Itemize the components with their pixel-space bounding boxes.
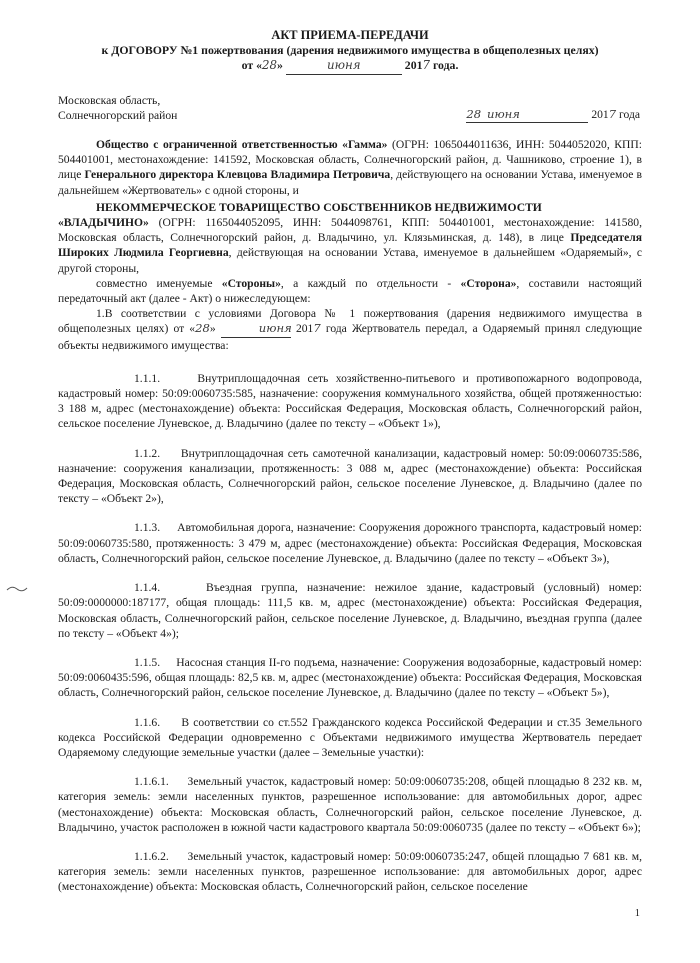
joint-paragraph: совместно именуемые «Стороны», а каждый по отдельности - «Сторона», составили настоящий передаточный акт (далее - Акт) о нижеследующем: [58,276,642,306]
party1-name: Общество с ограниченной ответственностью «Гамма» [96,138,388,152]
clause-item [58,371,642,432]
clause-item-text: Внутриплощадочная сеть самотечной канализации, кадастровый номер: 50:09:0060735:586, назначение: сооружения канализации, протяженность: 3 088 м, адрес (местонахождение) объекта: Российская Федерация, Московская область, Солнечногорский район, сельское поселение Луневское, д. Владычино (далее по тексту – «Объект 2»), [58,446,642,506]
party1-representative: Генерального директора Клевцова Владимира Петровича [84,168,391,182]
handwritten-month: июня [327,58,361,73]
header-date: от «28» июня 2017 года. [58,58,642,74]
clause-item-number: 1.1.6.1. [134,775,169,789]
place-district: Солнечногорский район [58,108,178,122]
clause-item [58,774,642,835]
pen-mark-icon [6,584,28,594]
clause-item-number: 1.1.6.2. [134,849,169,863]
clause-item-number: 1.1.6. [134,715,161,729]
handwritten-year-digit: 7 [422,58,431,73]
clause-item-number: 1.1.4. [134,581,161,595]
clause-item-text: Внутриплощадочная сеть хозяйственно-питьевого и противопожарного водопровода, кадастровый номер: 50:09:0060735:585, назначение: сооружения коммунального хозяйства, общей протяженностью: 3 188 м, адрес (местонахождение) объекта: Российская Федерация, Московская область, Солнечногорский район, сельское поселение Луневское, д. Владычино (далее по тексту – «Объект 1»), [58,371,642,431]
party2-representative: Председателя Широких Людмила Георгиевна [58,231,642,260]
clause-item [58,849,642,895]
party1-paragraph: Общество с ограниченной ответственностью «Гамма» (ОГРН: 1065044011636, ИНН: 5044052020, КПП: 504401001, местонахождение: 141592, Московская область, Солнечногорский район, д. Чашниково, строение 1), в лице Генерального директора Клевцова Владимира Петровича, действующего на основании Устава, именуемое в дальнейшем «Жертвователь» с одной стороны, и [58,138,643,197]
clause-item-number: 1.1.3. [134,521,161,535]
party2-name: НЕКОММЕРЧЕСКОЕ ТОВАРИЩЕСТВО СОБСТВЕННИКОВ НЕДВИЖИМОСТИ [96,200,542,214]
place-date: 28 июня 2017 года [466,107,642,123]
clause-item-text: Земельный участок, кадастровый номер: 50:09:0060735:247, общей площадью 7 681 кв. м, категория земель: земли населенных пунктов, разрешенное использование: для автомобильных дорог, адрес (местонахождение) объекта: Московская область, Солнечногорский район, сельское поселение [58,849,642,894]
clause-item [58,520,642,566]
clause-item-number: 1.1.1. [134,371,161,385]
clause-item-number: 1.1.5. [134,655,161,669]
document-subtitle: к ДОГОВОРУ №1 пожертвования (дарения недвижимого имущества в общеполезных целях) [101,43,599,58]
clause-1: 1.В соответствии с условиями Договора № 1 пожертвования (дарения недвижимого имущества в общеполезных целях) от «28» июня 2017 года Жертвователь передал, а Одаряемый принял следующие объекты недвижимого имущества: [58,307,642,352]
document-header [58,28,642,75]
clause-item-number: 1.1.2. [134,446,161,460]
place-and-date [58,93,642,123]
document-title: АКТ ПРИЕМА-ПЕРЕДАЧИ [271,28,429,42]
clause-item-text: Земельный участок, кадастровый номер: 50:09:0060735:208, общей площадью 8 232 кв. м, категория земель: земли населенных пунктов, разрешенное использование: для автомобильных дорог, адрес (местонахождение) объекта: Московская область, Солнечногорский район, сельское поселение Луневское, д. Владычино, участок расположен в южной части кадастрового квартала 50:09:0060735 (далее по тексту – «Объект 6»); [58,775,642,834]
place [58,93,177,123]
handwritten-day: 28 [261,58,277,73]
page-number: 1 [634,908,640,919]
clause-item [58,715,642,761]
place-region: Московская область, [58,93,161,107]
party2-short-name: «ВЛАДЫЧИНО» [58,216,149,230]
items-list [58,371,642,895]
clause-item [58,446,642,507]
clause-item-text: Насосная станция II-го подъема, назначение: Сооружения водозаборные, кадастровый номер: 50:09:0060435:596, общая площадь: 82,5 кв. м, адрес (местонахождение) объекта: Российская Федерация, Московская область, Солнечногорский район, сельское поселение Луневское, д. Владычино (далее по тексту – «Объект 5»), [58,655,642,700]
clause-item-text: В соответствии со ст.552 Гражданского кодекса Российской Федерации и ст.35 Земельного кодекса Российской Федерации одновременно с Объектами недвижимого имущества Жертвователь передает Одаряемому следующие земельные участки (далее – Земельные участки): [58,715,642,759]
clause-item-text: Автомобильная дорога, назначение: Сооружения дорожного транспорта, кадастровый номер: 50:09:0060735:580, протяженность: 3 479 м, адрес (местонахождение) объекта: Российская Федерация, Московская область, Солнечногорский район, сельское поселение Луневское, д. Владычино (далее по тексту – «Объект 3»), [58,521,642,565]
clause-item [58,580,642,641]
clause-item-text: Въездная группа, назначение: нежилое здание, кадастровый (условный) номер: 50:09:0000000:187177, общая площадь: 111,5 кв. м, адрес (местонахождение) объекта: Российская Федерация, Московская область, Солнечногорский район, сельское поселение Луневское, д. Владычино, въездная группа (далее по тексту – «Объект 4»); [58,581,643,640]
clause-item [58,655,642,701]
party2-paragraph: НЕКОММЕРЧЕСКОЕ ТОВАРИЩЕСТВО СОБСТВЕННИКОВ НЕДВИЖИМОСТИ «ВЛАДЫЧИНО» (ОГРН: 1165044052095, ИНН: 5044098761, КПП: 504401001, местонахождение: 141580, Московская область, Солнечногорский район, д. Владычино, ул. Клязьминская, д. 148), в лице Председателя Широких Людмила Георгиевна, действующая на основании Устава, именуемое в дальнейшем «Одаряемый», с другой стороны, [58,200,642,275]
